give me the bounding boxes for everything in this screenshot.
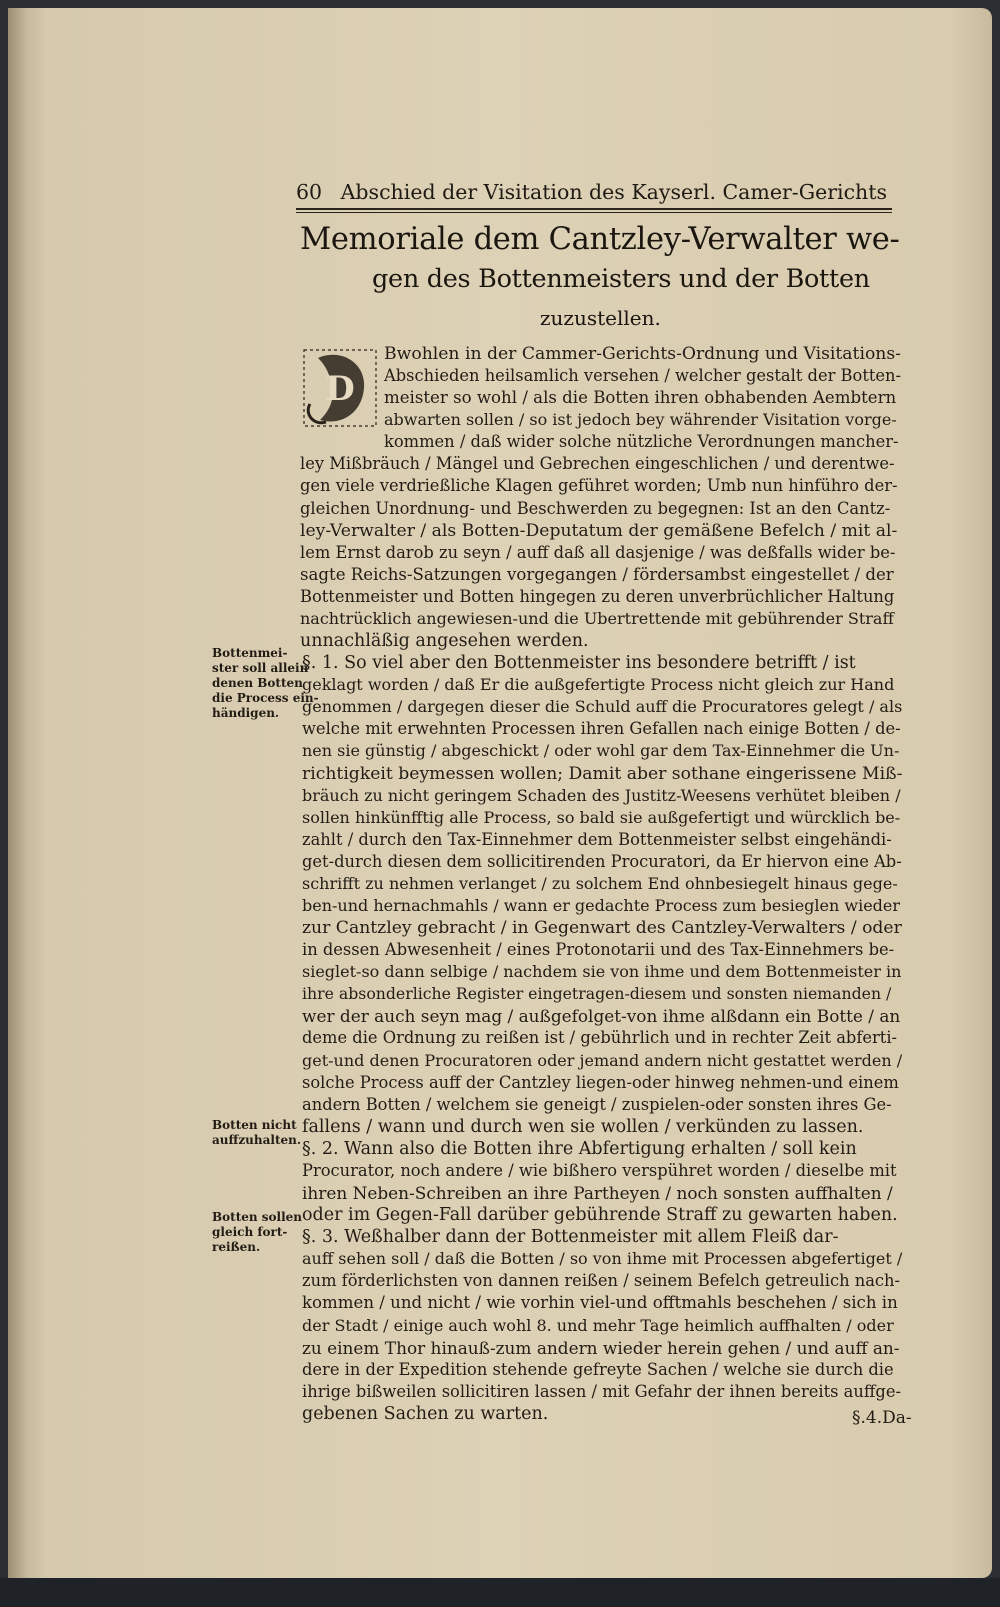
body-line: ley Mißbräuch / Mängel und Gebrechen eingeschlichen / und derentwe- (300, 454, 895, 474)
catchword: §.4.Da- (852, 1408, 912, 1428)
body-line: meister so wohl / als die Botten ihren obhabenden Aembtern (384, 388, 897, 408)
body-line: unnachläßig angesehen werden. (300, 631, 589, 652)
margin-note-line: die Process ein- (212, 691, 319, 705)
margin-note-line: auffzuhalten. (212, 1133, 302, 1147)
body-line: welche mit erwehnten Processen ihren Gefallen nach einige Botten / de- (302, 719, 901, 739)
body-line: der Stadt / einige auch wohl 8. und mehr Tage heimlich auffhalten / oder (302, 1315, 894, 1335)
section-title-line-3: zuzustellen. (540, 306, 661, 330)
body-line: richtigkeit beymessen wollen; Damit aber sothane eingerissene Miß- (302, 763, 903, 784)
body-line: abwarten sollen / so ist jedoch bey währender Visitation vorge- (384, 410, 897, 430)
page-gutter (8, 8, 28, 1578)
body-line: gebenen Sachen zu warten. (302, 1403, 549, 1424)
body-line: gleichen Unordnung- und Beschwerden zu begegnen: Ist an den Cantz- (300, 498, 891, 518)
body-line: in dessen Abwesenheit / eines Protonotarii und des Tax-Einnehmers be- (302, 940, 895, 960)
body-line: gen viele verdrießliche Klagen geführet worden; Umb nun hinführo der- (300, 476, 898, 496)
header-rule-thin (296, 212, 892, 213)
margin-note-1 (212, 646, 319, 721)
body-line: sollen hinkünfftig alle Process, so bald sie außgefertigt und würcklich be- (302, 807, 901, 827)
body-line: genommen / dargegen dieser die Schuld auff die Procuratores gelegt / als (302, 697, 903, 717)
body-line: oder im Gegen-Fall darüber gebührende Straff zu gewarten haben. (302, 1205, 898, 1226)
body-line: ihre absonderliche Register eingetragen-diesem und sonsten niemanden / (302, 984, 892, 1004)
margin-note-line: Botten sollen (212, 1210, 303, 1224)
margin-note-line: denen Botten (212, 676, 303, 690)
body-line: §. 1. So viel aber den Bottenmeister ins besondere betrifft / ist (302, 653, 856, 674)
section-title-line-2: gen des Bottenmeisters und der Botten (372, 264, 870, 294)
body-line: solche Process auff der Cantzley liegen-oder hinweg nehmen-und einem (302, 1072, 899, 1092)
running-title: Abschied der Visitation des Kayserl. Camer-Gerichts (340, 180, 888, 204)
body-line: schrifft zu nehmen verlanget / zu solchem End ohnbesiegelt hinaus gege- (302, 873, 898, 893)
body-line: geklagt worden / daß Er die außgefertigte Process nicht gleich zur Hand (302, 675, 895, 695)
margin-note-line: reißen. (212, 1240, 261, 1254)
body-line: zu einem Thor hinauß-zum andern wieder herein gehen / und auff an- (302, 1337, 900, 1358)
body-line: kommen / und nicht / wie vorhin viel-und offtmahls beschehen / sich in (302, 1293, 898, 1313)
body-line: Procurator, noch andere / wie bißhero verspühret worden / dieselbe mit (302, 1160, 897, 1180)
body-line: §. 3. Weßhalber dann der Bottenmeister mit allem Fleiß dar- (302, 1227, 839, 1248)
margin-note-line: gleich fort- (212, 1225, 288, 1239)
body-line: ben-und hernachmahls / wann er gedachte Process zum besieglen wieder (302, 896, 901, 915)
body-line: Bwohlen in der Cammer-Gerichts-Ordnung und Visitations- (384, 344, 901, 364)
margin-note-line: händigen. (212, 706, 280, 720)
body-line: ihrige bißweilen sollicitiren lassen / mit Gefahr der ihnen bereits auffge- (302, 1381, 901, 1401)
body-line: andern Botten / welchem sie geneigt / zuspielen-oder sonsten ihres Ge- (302, 1094, 892, 1114)
body-line: dere in der Expedition stehende gefreyte Sachen / welche sie durch die (302, 1359, 894, 1379)
body-line: ley-Verwalter / als Botten-Deputatum der gemäßene Befelch / mit al- (300, 520, 898, 541)
body-line: §. 2. Wann also die Botten ihre Abfertigung erhalten / soll kein (302, 1138, 857, 1159)
body-line: sieglet-so dann selbige / nachdem sie von ihme und dem Bottenmeister in (302, 962, 902, 982)
body-line: get-und denen Procuratoren oder jemand andern nicht gestattet werden / (302, 1050, 903, 1070)
body-line: Bottenmeister und Botten hingegen zu deren unverbrüchlicher Haltung (300, 586, 895, 606)
body-line: deme die Ordnung zu reißen ist / gebührlich und in rechter Zeit abferti- (302, 1028, 898, 1048)
body-line: nachtrücklich angewiesen-und die Ubertrettende mit gebührender Straff (300, 608, 894, 628)
header-rule (296, 208, 892, 210)
body-line: bräuch zu nicht geringem Schaden des Justitz-Weesens verhütet bleiben / (302, 785, 901, 805)
body-line: Abschieden heilsamlich versehen / welcher gestalt der Botten- (384, 366, 902, 386)
body-line: kommen / daß wider solche nützliche Verordnungen mancher- (384, 432, 899, 452)
running-header (296, 180, 896, 206)
margin-note-3 (212, 1210, 312, 1255)
margin-note-line: Bottenmei- (212, 646, 288, 660)
decorated-initial (300, 344, 380, 432)
body-line: zum förderlichsten von dannen reißen / seinem Befelch getreulich nach- (302, 1271, 901, 1291)
body-line: fallens / wann und durch wen sie wollen / verkünden zu lassen. (302, 1116, 864, 1137)
margin-note-2 (212, 1118, 312, 1148)
body-line: auff sehen soll / daß die Botten / so von ihme mit Processen abgefertiget / (302, 1249, 903, 1269)
body-line: ihren Neben-Schreiben an ihre Partheyen / noch sonsten auffhalten / (302, 1183, 893, 1204)
body-line: nen sie günstig / abgeschickt / oder wohl gar dem Tax-Einnehmer die Un- (302, 741, 900, 761)
body-line: lem Ernst darob zu seyn / auff daß all dasjenige / was deßfalls wider be- (300, 542, 896, 562)
background-strip (0, 1578, 1000, 1607)
initial-letter: D (325, 369, 355, 409)
margin-note-line: ster soll allein (212, 661, 309, 675)
body-line: get-durch diesen dem sollicitirenden Procuratori, da Er hiervon eine Ab- (302, 851, 902, 871)
body-line: sagte Reichs-Satzungen vorgegangen / fördersambst eingestellet / der (300, 564, 894, 584)
page-number: 60 (296, 180, 323, 204)
body-line: zahlt / durch den Tax-Einnehmer dem Bottenmeister selbst eingehändi- (302, 829, 892, 849)
section-title-line-1: Memoriale dem Cantzley-Verwalter we- (300, 222, 900, 257)
body-line: wer der auch seyn mag / außgefolget-von ihme alßdann ein Botte / an (302, 1006, 901, 1027)
body-line: zur Cantzley gebracht / in Gegenwart des Cantzley-Verwalters / oder (302, 918, 902, 939)
margin-note-line: Botten nicht (212, 1118, 297, 1132)
